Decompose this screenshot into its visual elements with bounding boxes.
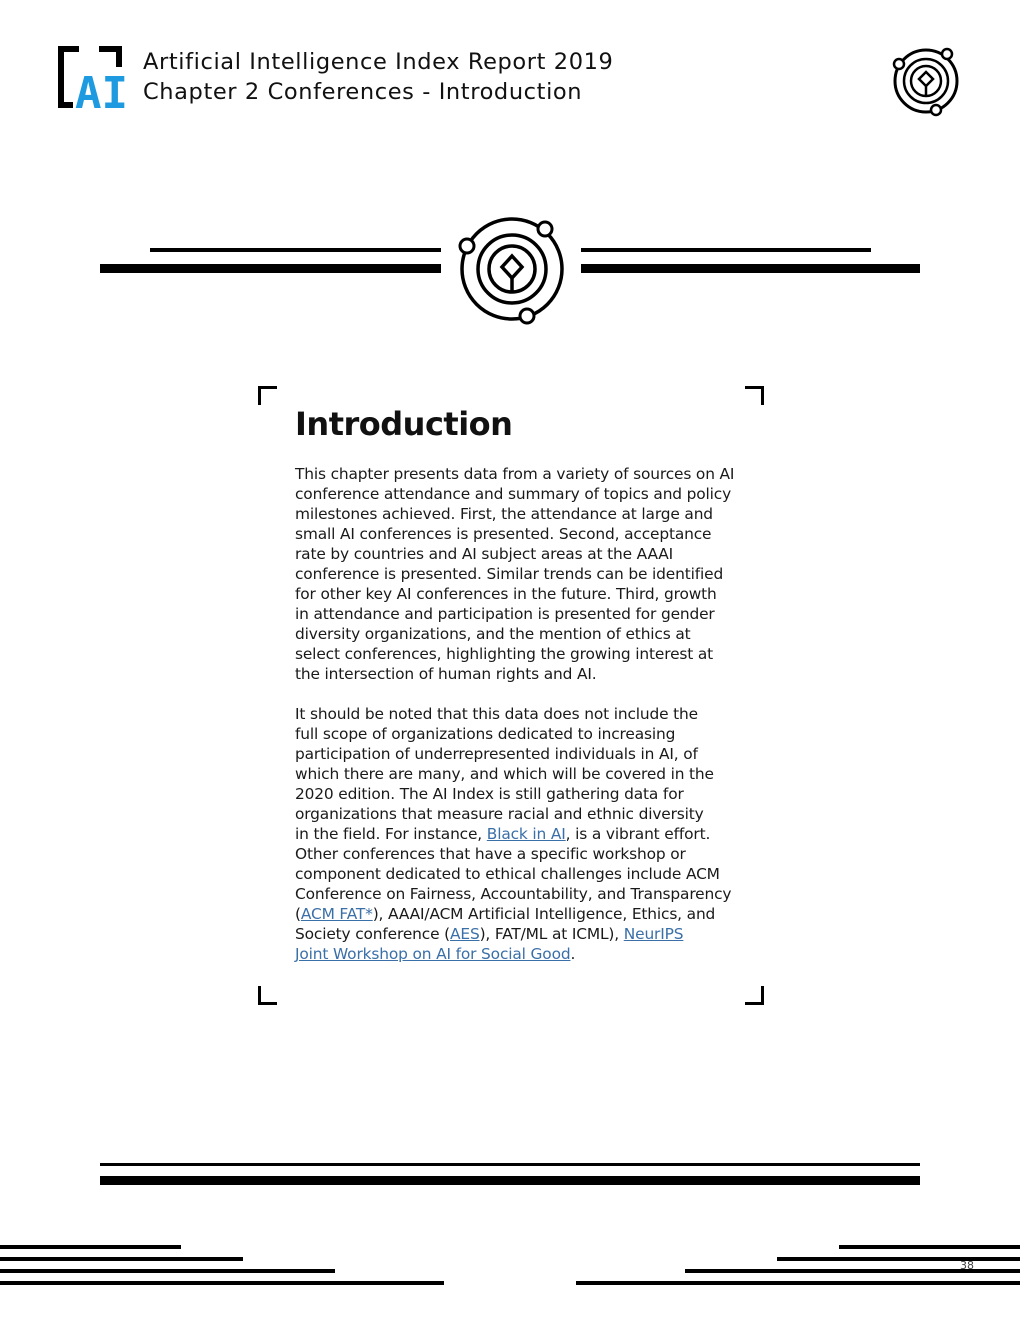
text-line: select conferences, highlighting the growing interest at [295,645,714,663]
orbit-emblem-icon [889,44,963,122]
ai-logo [57,45,131,115]
text-line [295,904,765,924]
text-fragment: ), AAAI/ACM Artificial Intelligence, Ethics, and [372,905,716,923]
text-line [295,924,765,944]
divider-line [100,264,441,273]
text-line: component dedicated to ethical challenges include ACM [295,865,720,883]
footer-line [576,1281,1020,1285]
paragraph-1 [295,464,765,684]
text-line: organizations that measure racial and ethnic diversity [295,805,704,823]
text-line: the intersection of human rights and AI. [295,665,597,683]
report-title-line1: Artificial Intelligence Index Report 2019 [143,49,614,75]
text-fragment: . [570,945,576,963]
orbit-emblem-large-icon [455,212,569,330]
report-title-line2: Chapter 2 Conferences - Introduction [143,79,583,105]
corner-bracket [745,386,764,405]
text-line: which there are many, and which will be covered in the [295,765,714,783]
text-line: participation of underrepresented individuals in AI, of [295,745,698,763]
text-line: for other key AI conferences in the future. Third, growth [295,585,717,603]
text-line: It should be noted that this data does not include the [295,705,698,723]
section-title: Introduction [295,405,513,443]
divider-line [581,264,920,273]
text-line: small AI conferences is presented. Second, acceptance [295,525,712,543]
text-line: conference is presented. Similar trends can be identified [295,565,724,583]
divider-line [581,248,871,252]
text-fragment: ), FAT/ML at ICML), [479,925,624,943]
text-line [295,824,765,844]
report-title [143,47,613,107]
text-line: 2020 edition. The AI Index is still gathering data for [295,785,684,803]
footer-line [0,1257,243,1261]
text-line: in attendance and participation is presented for gender [295,605,715,623]
text-fragment: , is a vibrant effort. [565,825,711,843]
footer-line [0,1245,181,1249]
page-number: 38 [960,1259,974,1272]
paragraph-2 [295,704,765,964]
text-line: diversity organizations, and the mention of ethics at [295,625,691,643]
link-neurips-workshop[interactable]: Joint Workshop on AI for Social Good [295,945,571,963]
link-neurips-workshop[interactable]: NeurIPS [623,925,684,943]
footer-line [0,1269,335,1273]
text-line: rate by countries and AI subject areas at the AAAI [295,545,674,563]
divider-line [100,1176,920,1185]
text-line: milestones achieved. First, the attendance at large and [295,505,713,523]
footer-line [839,1245,1020,1249]
text-line: Conference on Fairness, Accountability, and Transparency [295,885,732,903]
logo-text: AI [75,68,128,111]
text-line: This chapter presents data from a variety of sources on AI [295,465,735,483]
text-line: Other conferences that have a specific workshop or [295,845,686,863]
link-aes[interactable]: AES [450,925,480,943]
corner-bracket [745,986,764,1005]
text-line: full scope of organizations dedicated to increasing [295,725,676,743]
footer-line [777,1257,1020,1261]
text-fragment: Society conference ( [295,925,450,943]
text-line [295,944,765,964]
divider-line [100,1163,920,1166]
footer-line [0,1281,444,1285]
divider-line [150,248,441,252]
corner-bracket [258,386,277,405]
text-fragment: ( [295,905,301,923]
text-line: conference attendance and summary of topics and policy [295,485,732,503]
link-black-in-ai[interactable]: Black in AI [486,825,566,843]
corner-bracket [258,986,277,1005]
text-fragment: in the field. For instance, [295,825,487,843]
link-acm-fat[interactable]: ACM FAT* [300,905,373,923]
